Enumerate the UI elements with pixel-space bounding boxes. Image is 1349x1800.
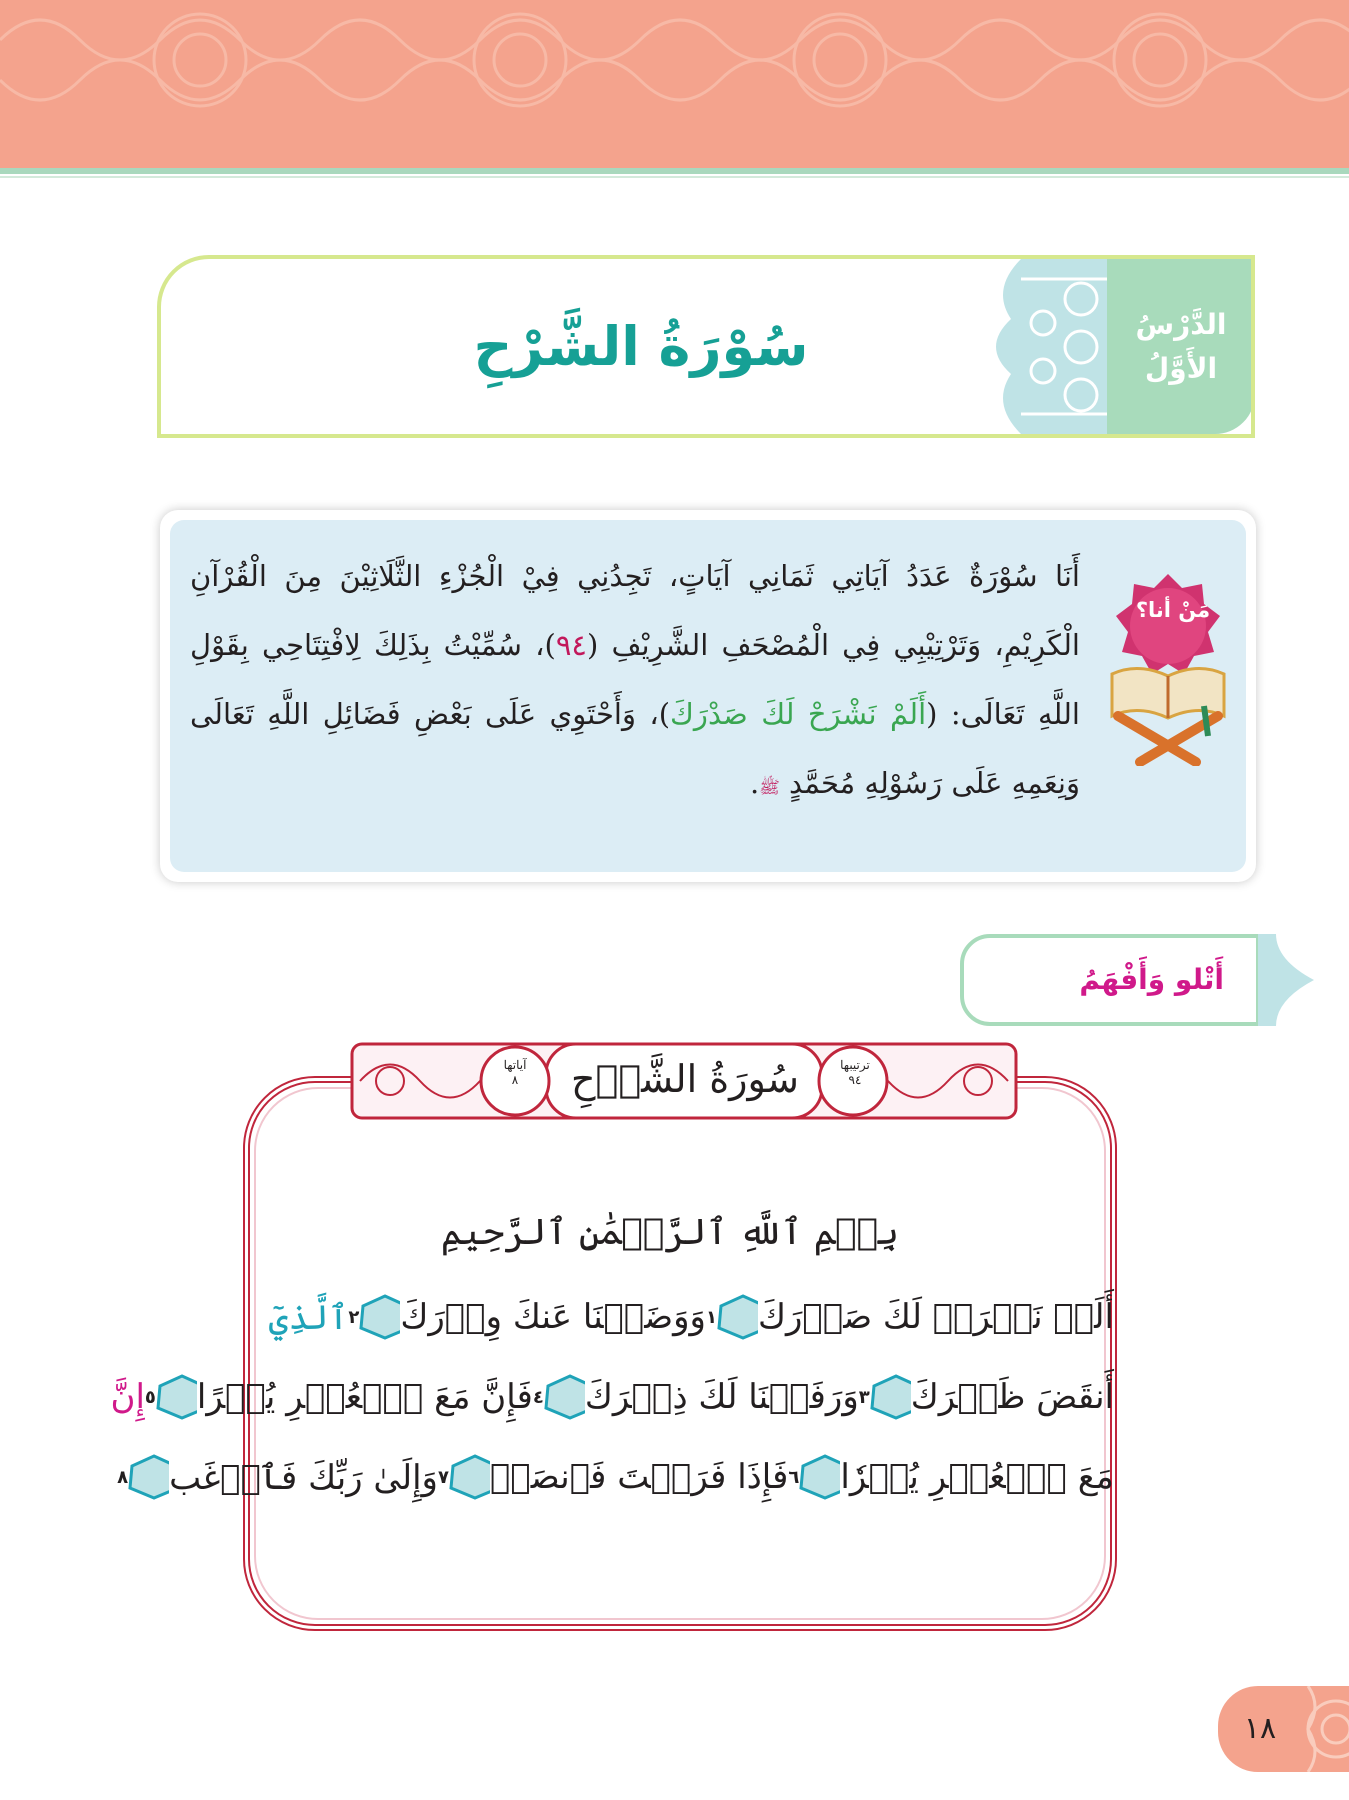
ayah-text-6-start: إِنَّ <box>110 1377 145 1417</box>
ayah-marker-icon <box>117 1454 169 1500</box>
section-tab-icon <box>1258 934 1316 1026</box>
surah-order-number: ٩٤ <box>555 628 587 662</box>
surah-ayahs-label: آياتها <box>503 1058 527 1072</box>
arabesque-pattern-icon <box>0 0 1349 168</box>
lesson-badge-line1: الدَّرْسُ <box>1135 307 1227 341</box>
surah-order-label: ترتيبها <box>840 1058 870 1072</box>
ayah-number-6: ٦ <box>788 1466 800 1488</box>
page-number: ١٨ <box>1243 1711 1277 1746</box>
banner-rule-thin <box>0 176 1349 178</box>
ayah-text-6-end: مَعَ ٱلۡعُسۡرِ يُسۡرٗا <box>840 1457 1114 1497</box>
surah-ayahs-medallion <box>484 1058 546 1088</box>
ayah-text-1: أَلَمۡ نَشۡرَحۡ لَكَ صَدۡرَكَ <box>757 1297 1114 1337</box>
quran-line-1 <box>268 1286 1114 1348</box>
top-banner <box>0 0 1349 168</box>
ayah-number-3: ٣ <box>858 1386 870 1408</box>
ayah-text-4: وَرَفَعۡنَا لَكَ ذِكۡرَكَ <box>584 1377 859 1417</box>
ayah-marker-icon <box>533 1374 585 1420</box>
pbuh-glyph: ﷺ <box>759 778 780 798</box>
ayah-text-3-end: أَنقَضَ ظَهۡرَكَ <box>910 1377 1114 1417</box>
lesson-title: سُوْرَةُ الشَّرْحِ <box>473 315 809 378</box>
ayah-text-7: فَإِذَا فَرَغۡتَ فَٱنصَبۡ <box>489 1457 789 1497</box>
surah-frame <box>243 1076 1117 1631</box>
quran-line-2 <box>110 1366 1114 1428</box>
section-title: أَتْلو وَأَفْهَمُ <box>1079 963 1224 996</box>
banner-rule <box>0 168 1349 174</box>
surah-ayahs-value: ٨ <box>511 1073 519 1087</box>
who-text-part1: أَنَا سُوْرَةٌ عَدَدُ آيَاتِي ثَمَانِي آيَاتٍ، تَجِدُنِي فِيْ الْجُزْءِ الثَّلَاثِيْنَ مِنَ الْقُرْآنِ الْكَرِيْمِ، وَتَرْتِيْبِي فِي الْمُصْحَفِ الشَّرِيْفِ ( <box>190 559 1080 662</box>
quran-stand-icon <box>1098 566 1238 766</box>
ayah-number-8: ٨ <box>117 1466 129 1488</box>
who-am-i-text <box>190 542 1080 823</box>
ayah-number-7: ٧ <box>437 1466 449 1488</box>
basmala: بِسۡمِ ٱللَّهِ ٱلرَّحۡمَٰنِ ٱلرَّحِيمِ <box>440 1212 900 1253</box>
opening-verse: أَلَمْ نَشْرَحْ لَكَ صَدْرَكَ <box>670 697 927 731</box>
surah-name: سُورَةُ الشَّرۡحِ <box>571 1057 799 1101</box>
ayah-marker-icon <box>859 1374 911 1420</box>
who-am-i-tag: مَنْ أنا؟ <box>1135 598 1211 622</box>
who-text-part3: )، وَأَحْتَوِي عَلَى بَعْضِ فَضَائِلِ اللَّهِ تَعَالَى وَنِعَمِهِ عَلَى رَسُوْلِهِ مُحَمَّدٍ <box>190 697 1080 800</box>
ayah-text-3-start: ٱلَّذِيٓ <box>268 1297 349 1338</box>
surah-order-medallion <box>824 1058 886 1088</box>
lesson-number-badge <box>1107 259 1255 434</box>
ayah-marker-icon <box>438 1454 490 1500</box>
ayah-number-2: ٢ <box>348 1306 360 1328</box>
section-header <box>960 934 1260 1026</box>
ayah-marker-icon <box>706 1294 758 1340</box>
ayah-text-8: وَإِلَىٰ رَبِّكَ فَٱرۡغَب <box>169 1457 438 1498</box>
ayah-text-2: وَوَضَعۡنَا عَنكَ وِزۡرَكَ <box>400 1297 706 1337</box>
who-text-end: . <box>749 766 760 800</box>
ayah-number-5: ٥ <box>144 1386 156 1408</box>
ayah-marker-icon <box>348 1294 400 1340</box>
ayah-number-1: ١ <box>705 1306 717 1328</box>
lesson-title-card <box>157 255 1255 438</box>
surah-order-value: ٩٤ <box>848 1073 862 1087</box>
who-am-i-panel <box>170 520 1246 872</box>
ayah-marker-icon <box>145 1374 197 1420</box>
lesson-badge-line2: الأَوَّلُ <box>1144 351 1218 385</box>
ayah-text-5: فَإِنَّ مَعَ ٱلۡعُسۡرِ يُسۡرًا <box>196 1377 533 1417</box>
ayah-number-4: ٤ <box>532 1386 544 1408</box>
quran-line-3 <box>117 1446 1114 1508</box>
who-am-i-box <box>160 510 1256 882</box>
ayah-marker-icon <box>788 1454 840 1500</box>
who-text-part2: )، سُمِّيْتُ بِذَلِكَ لِافْتِتَاحِي بِقَوْلِ اللَّهِ تَعَالَى: ( <box>190 628 1080 731</box>
